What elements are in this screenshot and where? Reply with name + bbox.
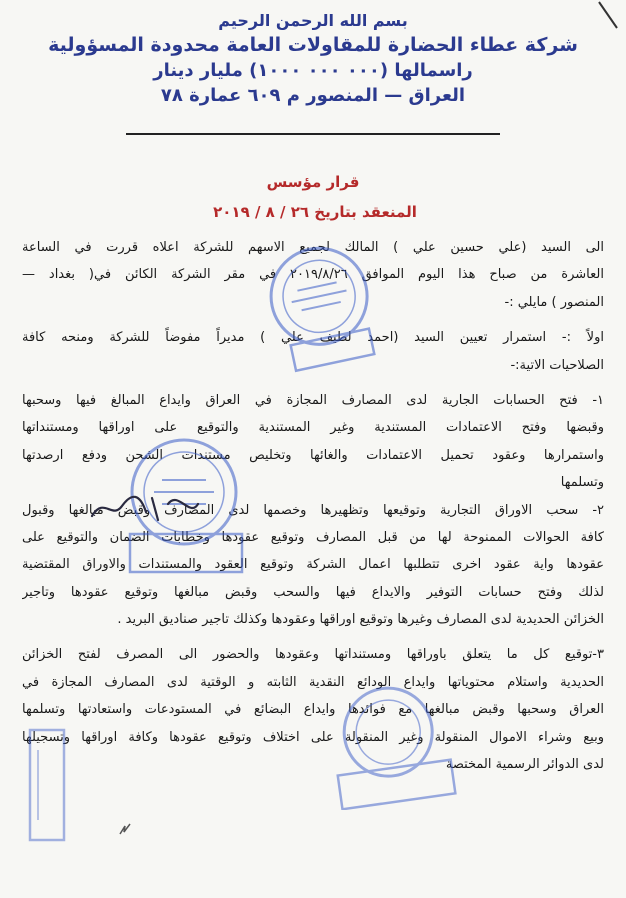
body-line: وتسلمها <box>560 475 604 491</box>
company-capital: راسمالها (٠٠٠ ٠٠٠ ١٠٠٠) مليار دينار <box>153 60 473 81</box>
body-line: اولاً :- استمرار تعيين السيد (احمد لطيف علي ) مديراً مفوضاً للشركة ومنحه كافة <box>22 330 604 346</box>
body-line: الحديدية واستلام محتوياتها وايداع الودائع النقدية الثابته و الوقتية لدى المصارف المجازة في <box>22 674 604 690</box>
company-name: شركة عطاء الحضارة للمقاولات العامة محدودة المسؤولية <box>48 34 578 56</box>
pen-mark <box>118 822 132 836</box>
body-line: المنصور ) مايلي :- <box>504 294 604 310</box>
body-line: لذلك وفتح حسابات التوفير والايداع فيها والسحب وقبض مبالغها وتوقيع عقودها وتاجير <box>22 584 604 600</box>
body-line: ٣-توقيع كل ما يتعلق باوراقها ومستنداتها وعقودها والحضور الى المصرف لفتح الخزائن <box>22 647 604 663</box>
body-line: لدى الدوائر الرسمية المختصة <box>445 757 604 773</box>
body-line: كافة الحوالات الممنوحة لها من قبل المصارف وتوقيع عقودها وخطابات الضمان والتوقيع على <box>22 529 604 545</box>
body-line: الى السيد (علي حسين علي ) المالك لجميع الاسهم للشركة اعلاه قررت في الساعة <box>22 240 604 255</box>
company-stamp-1 <box>262 240 382 380</box>
body-line: العراق وسحبها وقبض مبالغها مع فوائدها وايداع البضائع في المستودعات واستعادتها وتسلمها <box>22 702 604 718</box>
letterhead <box>20 8 606 108</box>
basmala: بسم الله الرحمن الرحيم <box>218 11 408 30</box>
body-line: ٢- سحب الاوراق التجارية وتوقيعها وتظهيرها وخصمها لدى المصارف وقبض مبالغها وقبول <box>22 502 604 518</box>
body-line: واستمرارها وعقود تحميل الاعتمادات والغائها وتخليص مستندات الشحن ودفع ارصدتها <box>22 447 604 463</box>
meeting-date: المنعقد بتاريخ ٢٦ / ٨ / ٢٠١٩ <box>213 203 417 221</box>
body-line: الخزائن الحديدية لدى المصارف وغيرها وتوقيع اوراقها وعقودها وكذلك تاجير صناديق البريد . <box>117 612 604 628</box>
body-line: وبيع وشراء الاموال المنقولة وغير المنقولة على اختلاف وتوقيع عقودها وكافة اوراقها وتسجيلها <box>22 729 604 745</box>
document-title: قرار مؤسس <box>266 173 360 191</box>
corner-mark <box>596 0 620 30</box>
company-stamp-3 <box>320 680 460 810</box>
body-line: العاشرة من صباح هذا اليوم الموافق ٢٠١٩/٨/٢٦ في مقر الشركة الكائن في( بغداد — <box>22 267 604 283</box>
body-line: عقودها واية عقود اخرى تتطلبها اعمال الشركة وتوقيع العقود والمستندات والاوراق المقتضية <box>22 557 604 573</box>
handwritten-signature <box>86 486 206 530</box>
body-line: ١- فتح الحسابات الجارية لدى المصارف المجازة في العراق وايداع المبالغ فيها وسحبها <box>22 392 604 408</box>
header-divider <box>126 133 500 135</box>
body-line: الصلاحيات الاتية:- <box>510 357 604 373</box>
company-stamp-4 <box>22 720 72 850</box>
company-address: العراق — المنصور م ٦٠٩ عمارة ٧٨ <box>160 85 466 106</box>
body-line: وقبضها وفتح الاعتمادات المستندية وغير المستندية والتوقيع على اوراقها ومستنداتها <box>22 420 604 436</box>
